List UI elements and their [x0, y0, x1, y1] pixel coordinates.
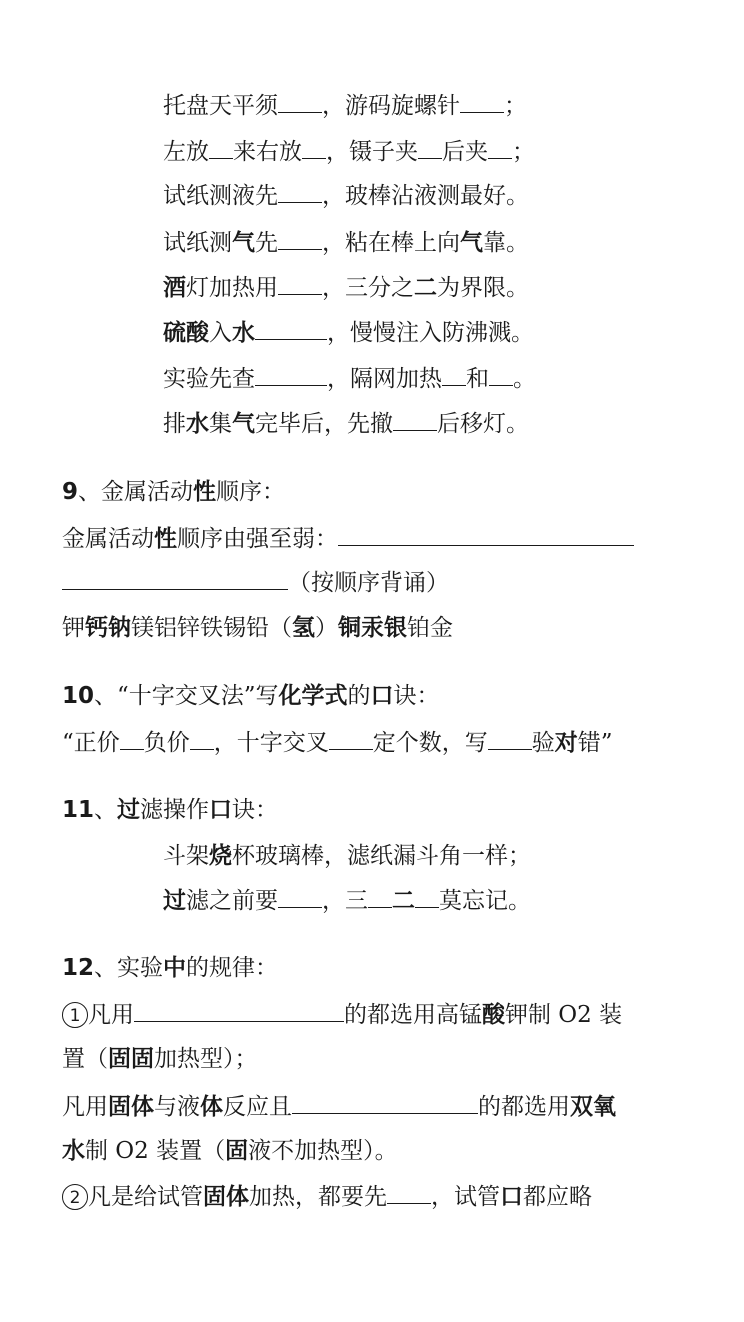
bold-text: 烧 [209, 843, 232, 869]
poem-line-4 [163, 227, 529, 258]
text: 制 O2 装置（ [85, 1138, 226, 1164]
fill-blank[interactable] [460, 90, 504, 113]
text: 先 [255, 230, 278, 256]
bold-text: 铜汞银 [338, 615, 407, 641]
text: 顺序由强至弱： [177, 526, 338, 552]
text: ） [315, 615, 338, 641]
bold-text: 双氧 [570, 1094, 616, 1120]
section-10-heading [62, 681, 440, 711]
text: 、实验 [94, 955, 164, 981]
text: 反应且 [223, 1094, 292, 1120]
section-11-line-2 [163, 885, 531, 916]
section-12-line-1 [62, 999, 622, 1030]
text: 负价 [143, 730, 190, 756]
text: 镁铝锌铁锡铅（ [131, 615, 292, 641]
fill-blank[interactable] [393, 408, 437, 431]
text: ，玻棒沾液测最好。 [322, 183, 529, 209]
bold-text: 口 [370, 683, 394, 709]
fill-blank[interactable] [442, 363, 466, 386]
text: ； [504, 93, 527, 119]
text: ，隔网加热 [327, 366, 442, 392]
text: ，镊子夹 [326, 139, 418, 165]
text: 的规律： [186, 955, 279, 981]
bold-text: 化学式 [278, 683, 348, 709]
text: 凡是给试管 [88, 1184, 203, 1210]
bold-text: 酸 [482, 1002, 505, 1028]
text: 杯玻璃棒，滤纸漏斗角一样； [232, 843, 531, 869]
text: 验 [531, 730, 555, 756]
text: “正价 [62, 730, 120, 756]
fill-blank[interactable] [488, 136, 512, 159]
section-12-heading [62, 953, 278, 983]
bold-text: 对 [554, 730, 578, 756]
text: 顺序： [216, 479, 286, 505]
text: ，试管 [431, 1184, 500, 1210]
fill-blank[interactable] [418, 136, 442, 159]
text: 斗架 [163, 843, 209, 869]
text: 定个数，写 [372, 730, 488, 756]
circled-number-2: 2 [62, 1184, 88, 1210]
fill-blank[interactable] [278, 90, 322, 113]
fill-blank[interactable] [292, 1091, 478, 1114]
text: 错” [577, 730, 613, 756]
bold-text: 口 [209, 797, 233, 823]
bold-text: 酒 [163, 275, 186, 301]
text: 加热，都要先 [249, 1184, 387, 1210]
text: 左放 [163, 139, 209, 165]
section-12-line-3 [62, 1091, 616, 1122]
bold-text: 过 [117, 797, 141, 823]
text: 置（ [62, 1046, 108, 1072]
bold-text: 气 [232, 411, 255, 437]
bold-text: 硫酸 [163, 320, 209, 346]
text: （按顺序背诵） [288, 570, 449, 596]
fill-blank[interactable] [302, 136, 326, 159]
bold-text: 性 [193, 479, 217, 505]
text: 灯加热用 [186, 275, 278, 301]
bold-text: 固固 [108, 1046, 154, 1072]
section-number: 12 [62, 955, 95, 981]
text: 莫忘记。 [439, 888, 531, 914]
text: 排 [163, 411, 186, 437]
section-number: 9 [62, 479, 79, 505]
text: 。 [513, 366, 536, 392]
text: 凡用 [62, 1094, 108, 1120]
bold-text: 气 [460, 230, 483, 256]
text: 与液 [154, 1094, 200, 1120]
text: 加热型）； [154, 1046, 258, 1072]
text: 的都选用高锰 [344, 1002, 482, 1028]
bold-text: 性 [154, 526, 177, 552]
bold-text: 二 [392, 888, 415, 914]
text: 的都选用 [478, 1094, 570, 1120]
fill-blank[interactable] [278, 272, 322, 295]
section-11-line-1 [163, 841, 531, 871]
text: 的 [347, 683, 371, 709]
fill-blank[interactable] [255, 363, 327, 386]
bold-text: 水 [62, 1138, 85, 1164]
section-12-line-5 [62, 1181, 592, 1212]
section-9-line-1 [62, 523, 634, 554]
poem-line-1 [163, 90, 527, 121]
bold-text: 过 [163, 888, 186, 914]
text: 集 [209, 411, 232, 437]
text: 完毕后，先撤 [255, 411, 393, 437]
section-number: 11 [62, 797, 95, 823]
text: 金属活动 [62, 526, 154, 552]
text: ，三 [322, 888, 368, 914]
text: 滤之前要 [186, 888, 278, 914]
text: 入 [209, 320, 232, 346]
section-12-line-2 [62, 1044, 258, 1074]
bold-text: 水 [186, 411, 209, 437]
text: 、“十字交叉法”写 [94, 683, 279, 709]
fill-blank[interactable] [387, 1181, 431, 1204]
text: 来右放 [233, 139, 302, 165]
text: 诀： [232, 797, 279, 823]
bold-text: 体 [200, 1094, 223, 1120]
text: 试纸测 [163, 230, 232, 256]
text: 后移灯。 [437, 411, 529, 437]
fill-blank[interactable] [368, 885, 392, 908]
fill-blank[interactable] [278, 227, 322, 250]
text: 、 [94, 797, 118, 823]
circled-number-1: 1 [62, 1002, 88, 1028]
poem-line-7 [163, 363, 536, 394]
fill-blank[interactable] [278, 180, 322, 203]
section-11-heading [62, 795, 278, 825]
section-9-line-3 [62, 613, 453, 643]
text: 、金属活动 [78, 479, 194, 505]
fill-blank[interactable] [62, 567, 288, 590]
text: 后夹 [442, 139, 488, 165]
fill-blank[interactable] [190, 727, 214, 750]
text: 为界限。 [437, 275, 529, 301]
poem-line-5 [163, 272, 529, 303]
text: 凡用 [88, 1002, 134, 1028]
text: 钾 [62, 615, 85, 641]
fill-blank[interactable] [488, 727, 532, 750]
text: 滤操作 [140, 797, 210, 823]
fill-blank[interactable] [338, 523, 634, 546]
text: 和 [466, 366, 489, 392]
fill-blank[interactable] [329, 727, 373, 750]
section-9-heading [62, 477, 285, 507]
section-number: 10 [62, 683, 95, 709]
section-9-line-2 [62, 567, 449, 598]
text: 试纸测液先 [163, 183, 278, 209]
bold-text: 钙钠 [85, 615, 131, 641]
bold-text: 二 [414, 275, 437, 301]
bold-text: 固体 [203, 1184, 249, 1210]
text: ； [512, 139, 535, 165]
bold-text: 水 [232, 320, 255, 346]
poem-line-8 [163, 408, 529, 439]
poem-line-3 [163, 180, 529, 211]
fill-blank[interactable] [489, 363, 513, 386]
poem-line-2 [163, 136, 535, 167]
text: ，慢慢注入防沸溅。 [327, 320, 534, 346]
bold-text: 中 [163, 955, 187, 981]
fill-blank[interactable] [255, 317, 327, 340]
text: 实验先查 [163, 366, 255, 392]
text: 液不加热型）。 [248, 1138, 398, 1164]
bold-text: 氢 [292, 615, 315, 641]
text: ，粘在棒上向 [322, 230, 460, 256]
fill-blank[interactable] [415, 885, 439, 908]
text: 铂金 [407, 615, 453, 641]
text: ，三分之 [322, 275, 414, 301]
bold-text: 口 [500, 1184, 523, 1210]
fill-blank[interactable] [209, 136, 233, 159]
text: 托盘天平须 [163, 93, 278, 119]
bold-text: 气 [232, 230, 255, 256]
section-12-line-4 [62, 1136, 398, 1166]
bold-text: 固体 [108, 1094, 154, 1120]
fill-blank[interactable] [278, 885, 322, 908]
section-10-line-1 [62, 727, 613, 758]
text: 诀： [393, 683, 440, 709]
text: ，十字交叉 [213, 730, 329, 756]
text: 钾制 O2 装 [505, 1002, 623, 1028]
text: 靠。 [483, 230, 529, 256]
fill-blank[interactable] [120, 727, 144, 750]
fill-blank[interactable] [134, 999, 344, 1022]
text: ，游码旋螺针 [322, 93, 460, 119]
poem-line-6 [163, 317, 534, 348]
text: 都应略 [523, 1184, 592, 1210]
bold-text: 固 [225, 1138, 249, 1164]
